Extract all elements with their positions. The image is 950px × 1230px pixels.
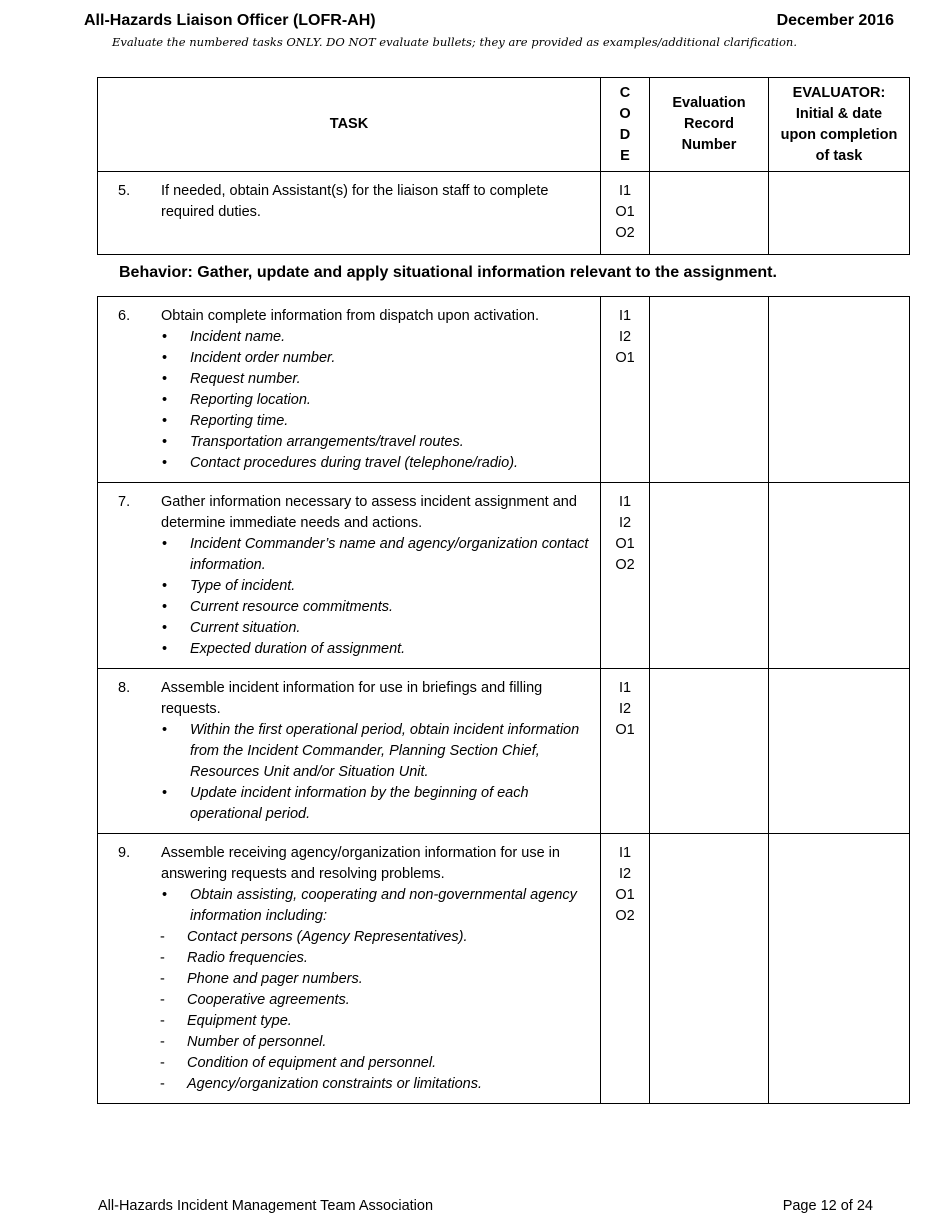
document-date: December 2016 bbox=[776, 12, 894, 29]
code-cell bbox=[601, 297, 650, 483]
bullet-item: • Obtain assisting, cooperating and non-governmental agency information including: bbox=[161, 885, 592, 927]
dash-item: - Contact persons (Agency Representatives). bbox=[187, 927, 592, 948]
evaluator-initials-cell[interactable] bbox=[769, 669, 910, 834]
bullet-item: • Update incident information by the beginning of each operational period. bbox=[161, 783, 592, 825]
dash-item: - Condition of equipment and personnel. bbox=[187, 1053, 592, 1074]
footer-organization: All-Hazards Incident Management Team Association bbox=[98, 1198, 434, 1214]
bullet-item: • Current situation. bbox=[161, 618, 592, 639]
code-cell bbox=[601, 834, 650, 1104]
record-column-header: Evaluation Record Number bbox=[650, 78, 769, 172]
task-cell bbox=[98, 172, 601, 255]
bullet-item: • Incident name. bbox=[161, 327, 592, 348]
code-value: I2 bbox=[618, 866, 632, 882]
task-cell bbox=[98, 483, 601, 669]
task-cell bbox=[98, 297, 601, 483]
evaluator-initials-cell[interactable] bbox=[769, 172, 910, 255]
task-text: If needed, obtain Assistant(s) for the liaison staff to complete required duties. bbox=[161, 183, 549, 220]
document-title: All-Hazards Liaison Officer (LOFR-AH) bbox=[84, 12, 376, 29]
bullet-list bbox=[161, 327, 592, 474]
task-number: 8. bbox=[118, 680, 131, 696]
evaluation-note: Evaluate the numbered tasks ONLY. DO NOT evaluate bullets; they are provided as examples/additional clarification. bbox=[112, 35, 797, 49]
code-letter: C bbox=[619, 84, 631, 101]
code-value: I1 bbox=[618, 680, 632, 696]
code-cell bbox=[601, 483, 650, 669]
task-row bbox=[98, 483, 910, 669]
task-cell bbox=[98, 834, 601, 1104]
code-value: O1 bbox=[615, 204, 635, 220]
dash-item: - Equipment type. bbox=[187, 1011, 592, 1032]
code-value: O1 bbox=[615, 722, 635, 738]
evaluator-initials-cell[interactable] bbox=[769, 297, 910, 483]
behavior-heading: Behavior: Gather, update and apply situational information relevant to the assignment. bbox=[119, 264, 777, 281]
task-number: 6. bbox=[118, 308, 131, 324]
bullet-item: • Transportation arrangements/travel routes. bbox=[161, 432, 592, 453]
evaluation-record-cell[interactable] bbox=[650, 297, 769, 483]
code-letter: D bbox=[619, 126, 631, 143]
task-number: 5. bbox=[118, 183, 131, 199]
bullet-item: • Reporting time. bbox=[161, 411, 592, 432]
task-cell bbox=[98, 669, 601, 834]
code-value: O2 bbox=[615, 557, 635, 573]
dash-item: - Phone and pager numbers. bbox=[187, 969, 592, 990]
bullet-item: • Request number. bbox=[161, 369, 592, 390]
code-value: I1 bbox=[618, 183, 632, 199]
code-value: I1 bbox=[618, 845, 632, 861]
code-value: O1 bbox=[615, 536, 635, 552]
evaluation-record-cell[interactable] bbox=[650, 834, 769, 1104]
task-text: Assemble incident information for use in briefings and filling requests. bbox=[161, 680, 543, 717]
dash-item: - Cooperative agreements. bbox=[187, 990, 592, 1011]
bullet-item: • Contact procedures during travel (telephone/radio). bbox=[161, 453, 592, 474]
task-text: Assemble receiving agency/organization information for use in answering requests and resolving problems. bbox=[161, 845, 560, 882]
bullet-item: • Reporting location. bbox=[161, 390, 592, 411]
bullet-list bbox=[161, 885, 592, 927]
task-text: Gather information necessary to assess incident assignment and determine immediate needs and actions. bbox=[161, 494, 577, 531]
code-value: I1 bbox=[618, 308, 632, 324]
task-table bbox=[97, 296, 910, 1104]
bullet-item: • Current resource commitments. bbox=[161, 597, 592, 618]
task-row bbox=[98, 172, 910, 255]
task-row bbox=[98, 297, 910, 483]
code-value: I2 bbox=[618, 329, 632, 345]
task-row bbox=[98, 834, 910, 1104]
evaluation-record-cell[interactable] bbox=[650, 669, 769, 834]
code-column-header bbox=[601, 78, 650, 172]
dash-item: - Agency/organization constraints or limitations. bbox=[187, 1074, 592, 1095]
bullet-item: • Type of incident. bbox=[161, 576, 592, 597]
bullet-item: • Incident order number. bbox=[161, 348, 592, 369]
code-value: O2 bbox=[615, 225, 635, 241]
evaluation-record-cell[interactable] bbox=[650, 483, 769, 669]
evaluation-record-cell[interactable] bbox=[650, 172, 769, 255]
code-value: I1 bbox=[618, 494, 632, 510]
dash-list bbox=[187, 927, 592, 1095]
task-column-header: TASK bbox=[98, 78, 601, 172]
table-header-row bbox=[98, 78, 910, 172]
code-letter: O bbox=[619, 105, 631, 122]
bullet-list bbox=[161, 534, 592, 660]
evaluator-initials-cell[interactable] bbox=[769, 834, 910, 1104]
task-number: 9. bbox=[118, 845, 131, 861]
task-table-header bbox=[97, 77, 910, 255]
bullet-item: • Expected duration of assignment. bbox=[161, 639, 592, 660]
code-value: I2 bbox=[618, 701, 632, 717]
dash-item: - Number of personnel. bbox=[187, 1032, 592, 1053]
code-value: O1 bbox=[615, 350, 635, 366]
dash-item: - Radio frequencies. bbox=[187, 948, 592, 969]
evaluator-column-header: EVALUATOR: Initial & date upon completion of task bbox=[769, 78, 910, 172]
code-value: O2 bbox=[615, 908, 635, 924]
code-cell bbox=[601, 172, 650, 255]
code-value: O1 bbox=[615, 887, 635, 903]
code-letter: E bbox=[620, 147, 630, 164]
dash-list-wrapper bbox=[161, 927, 592, 1095]
evaluator-initials-cell[interactable] bbox=[769, 483, 910, 669]
bullet-item: • Within the first operational period, obtain incident information from the Incident Commander, Planning Section Chief, Resources Unit and/or Situation Unit. bbox=[161, 720, 592, 783]
task-text: Obtain complete information from dispatch upon activation. bbox=[161, 308, 540, 324]
task-row bbox=[98, 669, 910, 834]
bullet-item: • Incident Commander’s name and agency/organization contact information. bbox=[161, 534, 592, 576]
code-value: I2 bbox=[618, 515, 632, 531]
bullet-list bbox=[161, 720, 592, 825]
footer-page-number: Page 12 of 24 bbox=[782, 1198, 873, 1214]
code-cell bbox=[601, 669, 650, 834]
task-number: 7. bbox=[118, 494, 131, 510]
